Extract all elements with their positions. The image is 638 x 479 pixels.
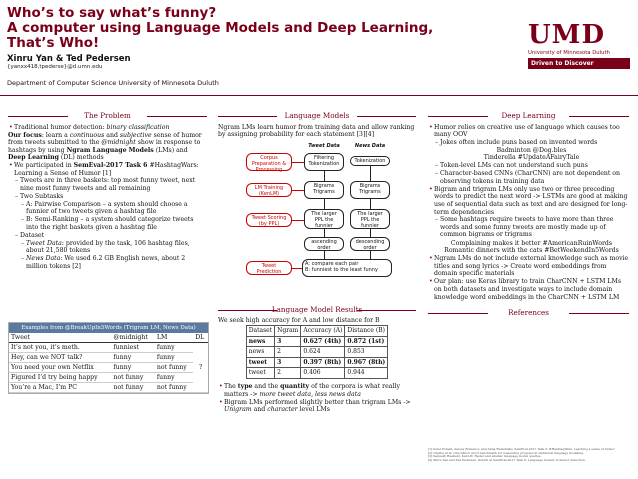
logo-wordmark: UMD xyxy=(528,20,606,50)
table-cell: news xyxy=(246,347,274,358)
table-cell: funny xyxy=(155,343,193,353)
dataset-news: – News Data: We used 6.2 GB English news, about 2 million tokens [2] xyxy=(26,255,207,270)
dl-sub-3: – Character-based CNNs (CharCNN) are not dependent on observing tokens in training data xyxy=(440,170,629,185)
table-cell: 0.406 xyxy=(301,368,345,379)
problem-section xyxy=(8,112,207,271)
title-line-2: A computer using Language Models and Deep Learning, xyxy=(7,20,434,36)
lm-intro: Ngram LMs learn humor from training data and allow ranking by assigning probability for each statement [3][4] xyxy=(218,123,415,139)
table-row xyxy=(9,383,208,393)
logo-subtitle: University of Minnesota Duluth xyxy=(528,50,610,56)
table-row xyxy=(246,357,388,368)
dl-example-1: Badminton @Dog.bles xyxy=(496,146,567,154)
arrow xyxy=(292,190,304,191)
table-cell: 0.872 (1st) xyxy=(345,336,388,347)
reference-item: [3] Kenneth Heafield. KenLM: Faster and smaller language model queries. xyxy=(428,454,542,459)
dl-cell: ? xyxy=(193,343,208,393)
corpus-prep-node: Corpus Preparation & Processing xyxy=(246,153,292,171)
table-cell: 2 xyxy=(275,368,301,379)
prediction-b: B: funniest to the least funny xyxy=(305,266,378,273)
problem-list-2 xyxy=(8,162,207,270)
news-ngrams-node: Bigrams Trigrams xyxy=(350,181,390,199)
table-cell: funniest xyxy=(111,343,154,353)
table-cell: not funny xyxy=(111,373,154,383)
dl-bullet-3: • Ngram LMs do not include external knowledge such as movie titles and song lyrics -> Create word embeddings from domain specific materials xyxy=(434,255,629,278)
refs-title: References xyxy=(428,309,629,317)
arrow xyxy=(292,162,304,163)
baskets-item: – Tweets are in three baskets: top most funny tweet, next nine most funny tweets and all remaining xyxy=(20,177,207,192)
table-cell: 3 xyxy=(275,336,301,347)
subtask-b: – B: Semi-Ranking – a system should categorize tweets into the right baskets given a hashtag file xyxy=(26,216,207,231)
table-cell: funny xyxy=(155,353,193,363)
title-line-3: That’s Who! xyxy=(7,35,100,51)
problem-focus: Our focus: learn a continuous and subjective sense of humor from tweets submitted to the @midnight show in response to hashtags by using Ngram Language Models (LMs) and Deep Learning (DL) methods xyxy=(8,131,202,162)
subtasks-item: – Two Subtasks – A: Pairwise Comparison – a system should choose a funnier of two tweets given a hashtag file – B: Semi-Ranking – a system should categorize tweets into the right baskets given a hashtag file xyxy=(20,193,207,231)
examples-box xyxy=(8,322,209,394)
dl-example-3: Complaining makes it better #AmericanRuinWords xyxy=(450,239,613,247)
results-intro: We seek high accuracy for A and low distance for B xyxy=(218,317,380,325)
arrow xyxy=(324,171,325,181)
dl-list xyxy=(428,124,629,302)
arrow xyxy=(324,251,325,259)
table-cell: news xyxy=(246,336,274,347)
problem-list xyxy=(8,124,207,132)
reference-item: [4] Xinru Yan and Ted Pedersen. Duluth at SemEval-2017 Task 6: Language models in humor detection. xyxy=(428,457,586,462)
header-divider xyxy=(0,95,638,96)
table-cell: 0.967 (8th) xyxy=(345,357,388,368)
reference-item: [1] Peter Potash, Alexey Romanov, and Anna Rumshisky. SemEval-2017 Task 6: #HashtagWars: Learning a sense of humor. xyxy=(428,447,616,451)
results-bullet-1: • The type and the quantity of the corpora is what really matters -> more tweet data, less news data xyxy=(224,383,416,398)
arrow xyxy=(324,199,325,209)
reference-item: [2] Chelba et al. One billion word benchmark for measuring progress in statistical language modeling. xyxy=(428,450,585,455)
dl-bullet-2: • Bigram and trigram LMs only use two or three preceding words to predict the next word -> LSTMs are good at making use of sequential data such as text and are designed for long-term dependencies – Some hashtags require tweets to have more than three words and some funny tweets are mostly made up of common bigrams or trigrams Complaining makes it better #AmericanRuinWords Romantic dinners with the cats #BetWeekendIn5Words xyxy=(434,186,629,255)
examples-table xyxy=(9,333,208,393)
lm-training-node: LM Training (KenLM) xyxy=(246,183,292,197)
arrow xyxy=(370,199,371,209)
dl-bullet-1: • Humor relies on creative use of language which causes too many OOV – Jokes often include puns based on invented words Badminton @Dog.bles Tinderella #UpdateAFairyTale – Token-level LMs can not understand such puns – Character-based CNNs (CharCNN) are not dependent on observing tokens in training data xyxy=(434,124,629,186)
prediction-node xyxy=(302,259,392,277)
table-row xyxy=(9,363,208,373)
results-col-accuracy: Accuracy (A) xyxy=(301,325,345,336)
table-cell: Figured I’d try being happy xyxy=(9,373,111,383)
news-tokenization-node: Tokenization xyxy=(350,156,390,166)
table-cell: You need your own Netflix xyxy=(9,363,111,373)
ascending-node: ascending order xyxy=(304,237,344,251)
dataset-item: – Dataset – Tweet Data: provided by the task, 106 hashtag files, about 21,580 tokens – News Data: We used 6.2 GB English news, about 2 million tokens [2] xyxy=(20,232,207,270)
arrow xyxy=(324,229,325,237)
table-cell: 0.627 (4th) xyxy=(301,336,345,347)
affiliation: Department of Computer Science University of Minnesota Duluth xyxy=(7,79,219,87)
dl-bullet-4: • Our plan: use Keras library to train CharCNN + LSTM LMs on both datasets and investigate ways to include domain knowledge word embeddings in the CharCNN + LSTM LM xyxy=(434,278,629,301)
dataset-tweet: – Tweet Data: provided by the task, 106 hashtag files, about 21,580 tokens xyxy=(26,240,207,255)
lm-title: Language Models xyxy=(218,112,416,120)
examples-title: Examples from @BreakUpIn5Words (Trigram LM, News Data) xyxy=(9,323,208,333)
table-row xyxy=(9,343,208,353)
filtering-node: Filtering Tokenization xyxy=(304,153,344,171)
tweet-prediction-node: Tweet Prediction xyxy=(246,261,292,275)
table-cell: not funny xyxy=(155,383,193,393)
table-cell: It’s not you, it’s meth. xyxy=(9,343,111,353)
results-col-ngram: Ngram xyxy=(275,325,301,336)
subtask-a: – A: Pairwise Comparison – a system should choose a funnier of two tweets given a hashtag file xyxy=(26,201,207,216)
examples-col-dl: DL xyxy=(193,333,208,343)
dl-sub-4: – Some hashtags require tweets to have more than three words and some funny tweets are mostly made up of common bigrams or trigrams xyxy=(440,216,629,239)
problem-bullet-1: • Traditional humor detection: binary classification xyxy=(14,124,207,132)
dl-title: Deep Learning xyxy=(428,112,629,120)
title-line-1: Who’s to say what’s funny? xyxy=(7,5,217,21)
tweet-scoring-node: Tweet Scoring (by PPL) xyxy=(246,213,292,227)
results-col-dataset: Dataset xyxy=(246,325,274,336)
results-table xyxy=(246,325,389,379)
results-col-distance: Distance (B) xyxy=(345,325,388,336)
table-row xyxy=(246,336,388,347)
table-cell: funny xyxy=(111,363,154,373)
table-row xyxy=(9,373,208,383)
table-row xyxy=(246,368,388,379)
news-data-label: News Data xyxy=(354,142,386,149)
results-header-row xyxy=(246,325,388,336)
tweet-ppl-node: The larger PPL the funnier xyxy=(304,209,344,229)
dl-section xyxy=(428,112,629,321)
table-cell: 2 xyxy=(275,347,301,358)
problem-bullet-2: • We participated in SemEval-2017 Task 6 #HashtagWars: Learning a Sense of Humor [1] – Tweets are in three baskets: top most funny tweet, next nine most funny tweets and all remaining – Two Subtasks – A: Pairwise Comparison – a system should choose a funnier of two tweets given a hashtag file – B: Semi-Ranking – a system should categorize tweets into the right baskets given a hashtag file – Dataset – Tweet Data: provided by the task, 106 hashtag files, about 21,580 tokens – News Data: We used 6.2 GB English news, about 2 million tokens [2] xyxy=(14,162,207,270)
examples-col-lm: LM xyxy=(155,333,193,343)
poster-header xyxy=(0,0,638,100)
results-bullet-2: • Bigram LMs performed slightly better than trigram LMs -> Unigram and character level LMs xyxy=(224,399,416,414)
prediction-a: A: compare each pair xyxy=(305,260,359,267)
poster-title xyxy=(7,6,433,51)
table-cell: 0.853 xyxy=(345,347,388,358)
table-cell: funny xyxy=(155,373,193,383)
table-row xyxy=(246,347,388,358)
dl-example-4: Romantic dinners with the cats #BetWeekendIn5Words xyxy=(444,247,619,255)
table-cell: Hey, can we NOT talk? xyxy=(9,353,111,363)
arrow xyxy=(370,229,371,237)
logo-tagline: Driven to Discover xyxy=(528,58,630,69)
results-list xyxy=(218,383,416,414)
dl-sub-1: – Jokes often include puns based on invented words xyxy=(440,139,629,147)
lm-pipeline-diagram xyxy=(246,143,386,297)
author-emails: {yanxx418,tpederse}@d.umn.edu xyxy=(7,64,103,70)
table-cell: 0.944 xyxy=(345,368,388,379)
arrow xyxy=(292,268,302,269)
problem-title: The Problem xyxy=(8,112,207,120)
tweet-data-label: Tweet Data xyxy=(308,142,340,149)
news-ppl-node: The larger PPL the funnier xyxy=(350,209,390,229)
table-cell: tweet xyxy=(246,357,274,368)
lm-section xyxy=(218,112,416,414)
table-cell: You’re a Mac, I’m PC xyxy=(9,383,111,393)
table-cell: tweet xyxy=(246,368,274,379)
results-title: Language Model Results xyxy=(218,306,416,314)
table-cell: not funny xyxy=(155,363,193,373)
dl-sub-2: – Token-level LMs can not understand such puns xyxy=(440,162,629,170)
authors: Xinru Yan & Ted Pedersen xyxy=(7,54,131,64)
tweet-ngrams-node: Bigrams Trigrams xyxy=(304,181,344,199)
examples-col-tweet: Tweet xyxy=(9,333,111,343)
table-cell: 0.624 xyxy=(301,347,345,358)
table-cell: funny xyxy=(111,353,154,363)
examples-col-midnight: @midnight xyxy=(111,333,154,343)
descending-node: descending order xyxy=(350,237,390,251)
table-cell: 3 xyxy=(275,357,301,368)
arrow xyxy=(292,220,304,221)
dl-example-2: Tinderella #UpdateAFairyTale xyxy=(483,154,580,162)
arrow xyxy=(370,251,371,259)
table-cell: 0.397 (8th) xyxy=(301,357,345,368)
examples-header-row xyxy=(9,333,208,343)
umd-logo xyxy=(528,22,630,69)
table-cell: not funny xyxy=(111,383,154,393)
references-list xyxy=(428,448,628,462)
table-row xyxy=(9,353,208,363)
arrow xyxy=(370,166,371,181)
